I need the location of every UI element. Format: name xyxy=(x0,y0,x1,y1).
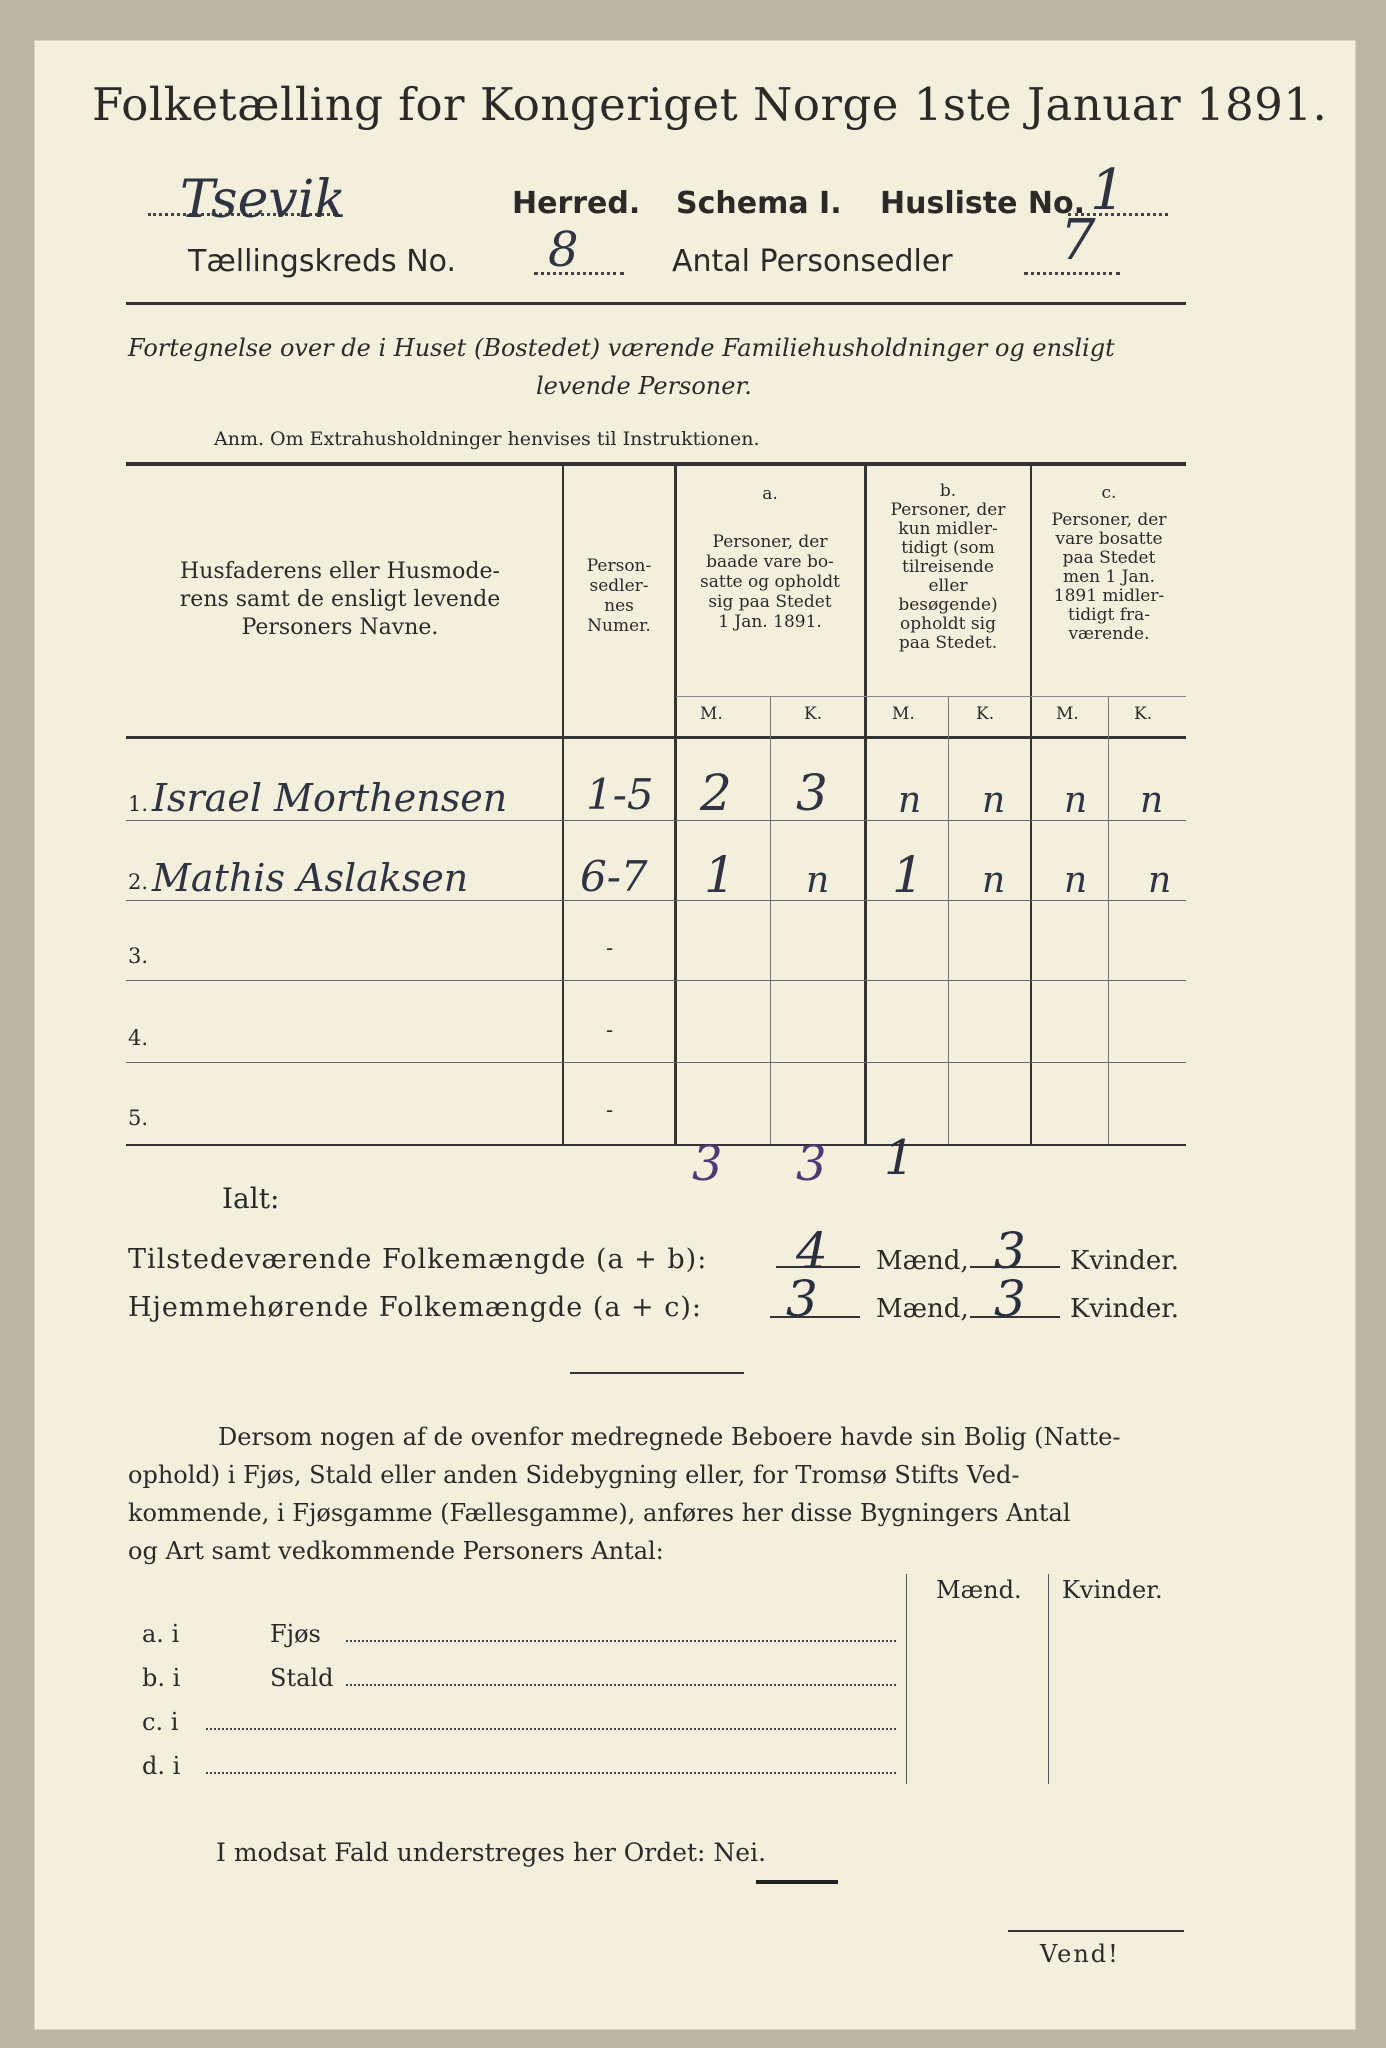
col-c-header: c. Personer, der vare bosatte paa Stedet men 1 Jan. 1891 midler- tidigt fra- værende. xyxy=(1051,483,1167,644)
personsedler-value: 7 xyxy=(1060,208,1096,273)
mk-ak: K. xyxy=(804,704,823,724)
row-2-ck: n xyxy=(1148,860,1172,901)
row-1-am: 2 xyxy=(700,764,732,822)
row-1-number: 1. xyxy=(128,792,149,816)
vend-rule xyxy=(1008,1930,1184,1932)
col-a-header: a. Personer, der baade vare bo- satte og opholdt sig paa Stedet 1 Jan. 1891. xyxy=(700,484,840,632)
row-1-bk: n xyxy=(982,780,1006,821)
col-divider-ck xyxy=(1108,696,1109,1144)
footer-item-a-dots xyxy=(346,1640,896,1642)
nei-underline xyxy=(756,1880,838,1884)
row-1-cm: n xyxy=(1064,780,1088,821)
col-divider-ak xyxy=(770,696,771,1144)
footer-item-a-label: Fjøs xyxy=(270,1620,321,1648)
kreds-label: Tællingskreds No. xyxy=(188,244,456,279)
col-numer-header: Person- sedler- nes Numer. xyxy=(586,556,652,636)
tilstede-maend-value: 4 xyxy=(796,1222,828,1280)
hjemme-label: Hjemmehørende Folkemængde (a + c): xyxy=(128,1292,702,1323)
footer-item-d-dots xyxy=(206,1772,896,1774)
row-2-numer: 6-7 xyxy=(580,852,648,901)
row-2-am: 1 xyxy=(704,846,736,904)
row-4-number: 4. xyxy=(128,1026,149,1050)
total-am: 3 xyxy=(692,1136,723,1192)
footer-item-d-letter: d. i xyxy=(142,1752,181,1780)
kreds-value: 8 xyxy=(548,222,579,278)
form-title: Folketælling for Kongeriget Norge 1ste Januar 1891. xyxy=(92,78,1328,131)
row-1-ck: n xyxy=(1140,780,1164,821)
ialt-label: Ialt: xyxy=(222,1182,280,1215)
hjemme-kvinder-value: 3 xyxy=(994,1270,1026,1328)
mk-rule xyxy=(676,696,1186,697)
row-3-numer: - xyxy=(606,936,614,960)
section-divider xyxy=(570,1372,744,1374)
footer-item-b-dots xyxy=(346,1684,896,1686)
footer-kvinder-head: Kvinder. xyxy=(1062,1576,1163,1604)
row-1-ak: 3 xyxy=(796,764,828,822)
modsat-text: I modsat Fald understreges her Ordet: Nei. xyxy=(216,1838,767,1867)
schema-label: Schema I. xyxy=(676,186,842,221)
footer-col-divider-1 xyxy=(906,1574,907,1784)
total-ak: 3 xyxy=(796,1136,827,1192)
tilstede-maend-label: Mænd, xyxy=(876,1246,969,1276)
herred-value: Tsevik xyxy=(180,170,346,230)
col-divider-bk xyxy=(948,696,949,1144)
table-header-rule xyxy=(126,736,1186,739)
intro-line2: levende Personer. xyxy=(536,372,752,400)
col-b-header: b. Personer, der kun midler- tidigt (som tilreisende eller besøgende) opholdt sig paa Stedet. xyxy=(890,481,1006,653)
husliste-label: Husliste No. xyxy=(880,186,1085,221)
footer-paragraph: Dersom nogen af de ovenfor medregnede Beboere havde sin Bolig (Natte- ophold) i Fjøs, Stald eller anden Sidebygning eller, for Tromsø Stifts Ved- kommende, i Fjøsgamme (Fællesgamme), anføres her disse Bygningers Antal og Art samt vedkommende Personers Antal: xyxy=(128,1423,1121,1565)
footer-item-b-letter: b. i xyxy=(142,1664,181,1692)
mk-bm: M. xyxy=(892,704,915,724)
mk-am: M. xyxy=(700,704,723,724)
intro-note: Anm. Om Extrahusholdninger henvises til Instruktionen. xyxy=(214,428,760,450)
hjemme-maend-value: 3 xyxy=(786,1270,818,1328)
personsedler-label: Antal Personsedler xyxy=(672,244,953,279)
row-5-number: 5. xyxy=(128,1106,149,1130)
herred-label: Herred. xyxy=(512,186,641,221)
row-1-bm: n xyxy=(898,780,922,821)
mk-ck: K. xyxy=(1134,704,1153,724)
row-1-name: Israel Morthensen xyxy=(152,776,508,820)
row-2-cm: n xyxy=(1064,860,1088,901)
row-5-numer: - xyxy=(606,1098,614,1122)
row-rule-2 xyxy=(126,900,1186,901)
row-4-numer: - xyxy=(606,1018,614,1042)
hjemme-kvinder-label: Kvinder. xyxy=(1070,1294,1180,1324)
row-rule-4 xyxy=(126,1062,1186,1063)
row-3-number: 3. xyxy=(128,944,149,968)
row-rule-1 xyxy=(126,820,1186,821)
footer-col-divider-2 xyxy=(1048,1574,1049,1784)
vend-text: Vend! xyxy=(1040,1940,1120,1968)
tilstede-label: Tilstedeværende Folkemængde (a + b): xyxy=(128,1244,708,1275)
footer-maend-head: Mænd. xyxy=(936,1576,1022,1604)
row-rule-3 xyxy=(126,980,1186,981)
col-name-header: Husfaderens eller Husmode- rens samt de ensligt levende Personers Navne. xyxy=(179,559,501,640)
row-2-bm: 1 xyxy=(892,846,924,904)
row-1-numer: 1-5 xyxy=(586,770,654,819)
col-divider-2 xyxy=(674,466,677,1144)
row-2-name: Mathis Aslaksen xyxy=(152,856,469,900)
row-2-bk: n xyxy=(982,860,1006,901)
col-divider-1 xyxy=(562,466,564,1144)
hjemme-maend-label: Mænd, xyxy=(876,1294,969,1324)
tilstede-kvinder-value: 3 xyxy=(994,1222,1026,1280)
footer-item-b-label: Stald xyxy=(270,1664,334,1692)
tilstede-kvinder-label: Kvinder. xyxy=(1070,1246,1180,1276)
footer-item-a-letter: a. i xyxy=(142,1620,180,1648)
row-2-ak: n xyxy=(806,860,830,901)
footer-item-c-letter: c. i xyxy=(142,1708,179,1736)
husliste-value: 1 xyxy=(1090,158,1126,223)
row-2-number: 2. xyxy=(128,870,149,894)
mk-cm: M. xyxy=(1056,704,1079,724)
header-rule xyxy=(126,302,1186,305)
table-top-rule xyxy=(126,462,1186,466)
intro-line1: Fortegnelse over de i Huset (Bostedet) værende Familiehusholdninger og ensligt xyxy=(128,334,1115,362)
mk-bk: K. xyxy=(976,704,995,724)
footer-item-c-dots xyxy=(206,1728,896,1730)
table-bottom-rule xyxy=(126,1144,1186,1146)
total-bm: 1 xyxy=(884,1130,915,1186)
